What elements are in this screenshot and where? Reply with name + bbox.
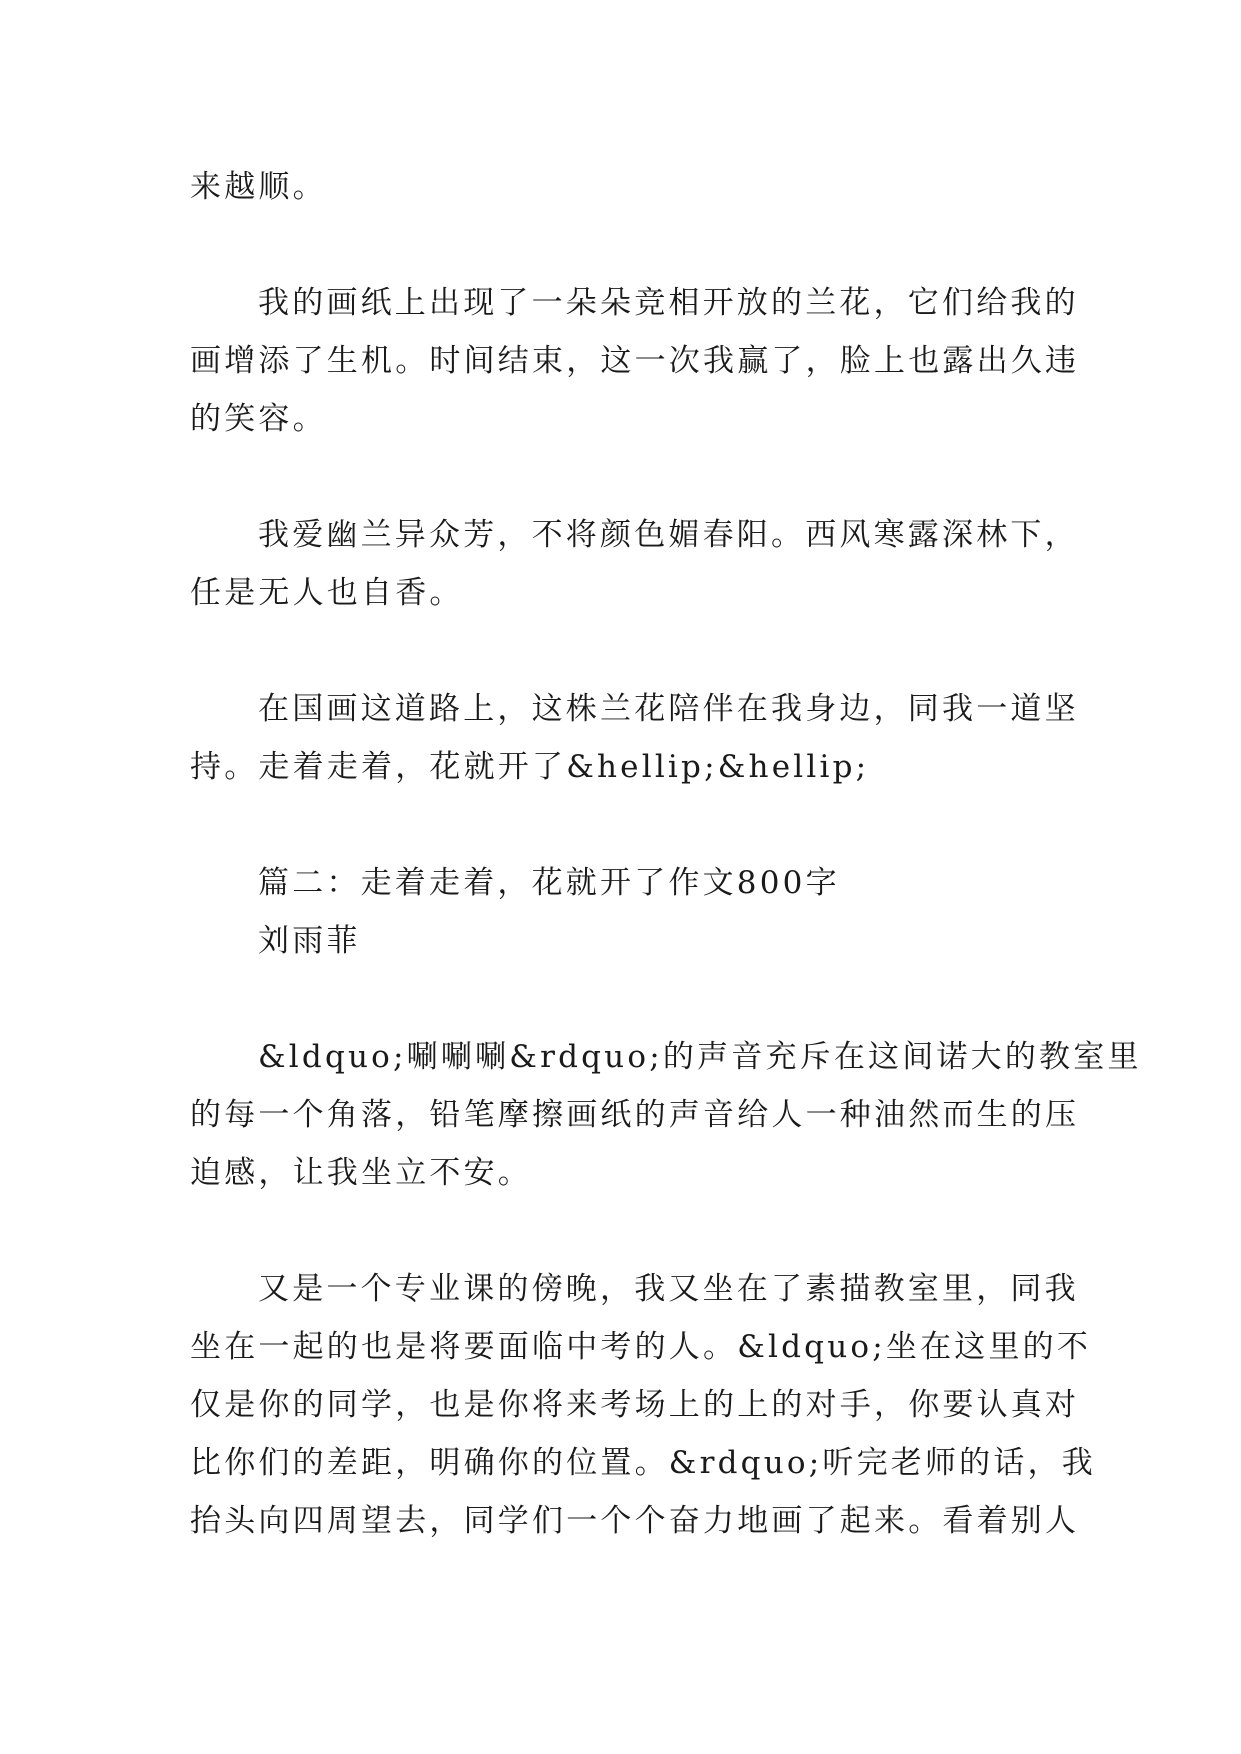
paragraph-line: 任是无人也自香。 xyxy=(190,575,464,611)
paragraph-line: 又是一个专业课的傍晚，我又坐在了素描教室里，同我 xyxy=(258,1271,1079,1307)
article-heading xyxy=(190,854,1054,970)
paragraph-line: 仅是你的同学，也是你将来考场上的上的对手，你要认真对 xyxy=(190,1387,1080,1423)
paragraph-6 xyxy=(190,1260,1096,1550)
paragraph-line: 画增添了生机。时间结束，这一次我赢了，脸上也露出久违 xyxy=(190,343,1080,379)
paragraph-line: 的笑容。 xyxy=(190,401,327,437)
paragraph-5 xyxy=(190,1028,1142,1202)
paragraph-3 xyxy=(190,506,1079,622)
paragraph-line: 在国画这道路上，这株兰花陪伴在我身边，同我一道坚 xyxy=(258,691,1079,727)
paragraph-line: 持。走着走着，花就开了&hellip;&hellip; xyxy=(190,749,870,785)
paragraph-line: 我爱幽兰异众芳，不将颜色媚春阳。西风寒露深林下， xyxy=(258,517,1079,553)
paragraph-line: 比你们的差距，明确你的位置。&rdquo;听完老师的话，我 xyxy=(190,1445,1096,1481)
paragraph-1 xyxy=(190,158,1054,216)
paragraph-line: 的每一个角落，铅笔摩擦画纸的声音给人一种油然而生的压 xyxy=(190,1097,1080,1133)
paragraph-4 xyxy=(190,680,1079,796)
paragraph-line: 抬头向四周望去，同学们一个个奋力地画了起来。看着别人 xyxy=(190,1503,1080,1539)
paragraph-line: 坐在一起的也是将要面临中考的人。&ldquo;坐在这里的不 xyxy=(190,1329,1092,1365)
paragraph-line: &ldquo;唰唰唰&rdquo;的声音充斥在这间诺大的教室里 xyxy=(258,1039,1142,1075)
paragraph-line: 来越顺。 xyxy=(190,169,327,205)
article-title: 篇二：走着走着，花就开了作文800字 xyxy=(258,865,840,901)
document-body xyxy=(190,158,1142,1550)
article-author: 刘雨菲 xyxy=(258,923,361,959)
paragraph-line: 迫感，让我坐立不安。 xyxy=(190,1155,532,1191)
paragraph-2 xyxy=(190,274,1080,448)
paragraph-line: 我的画纸上出现了一朵朵竞相开放的兰花，它们给我的 xyxy=(258,285,1079,321)
